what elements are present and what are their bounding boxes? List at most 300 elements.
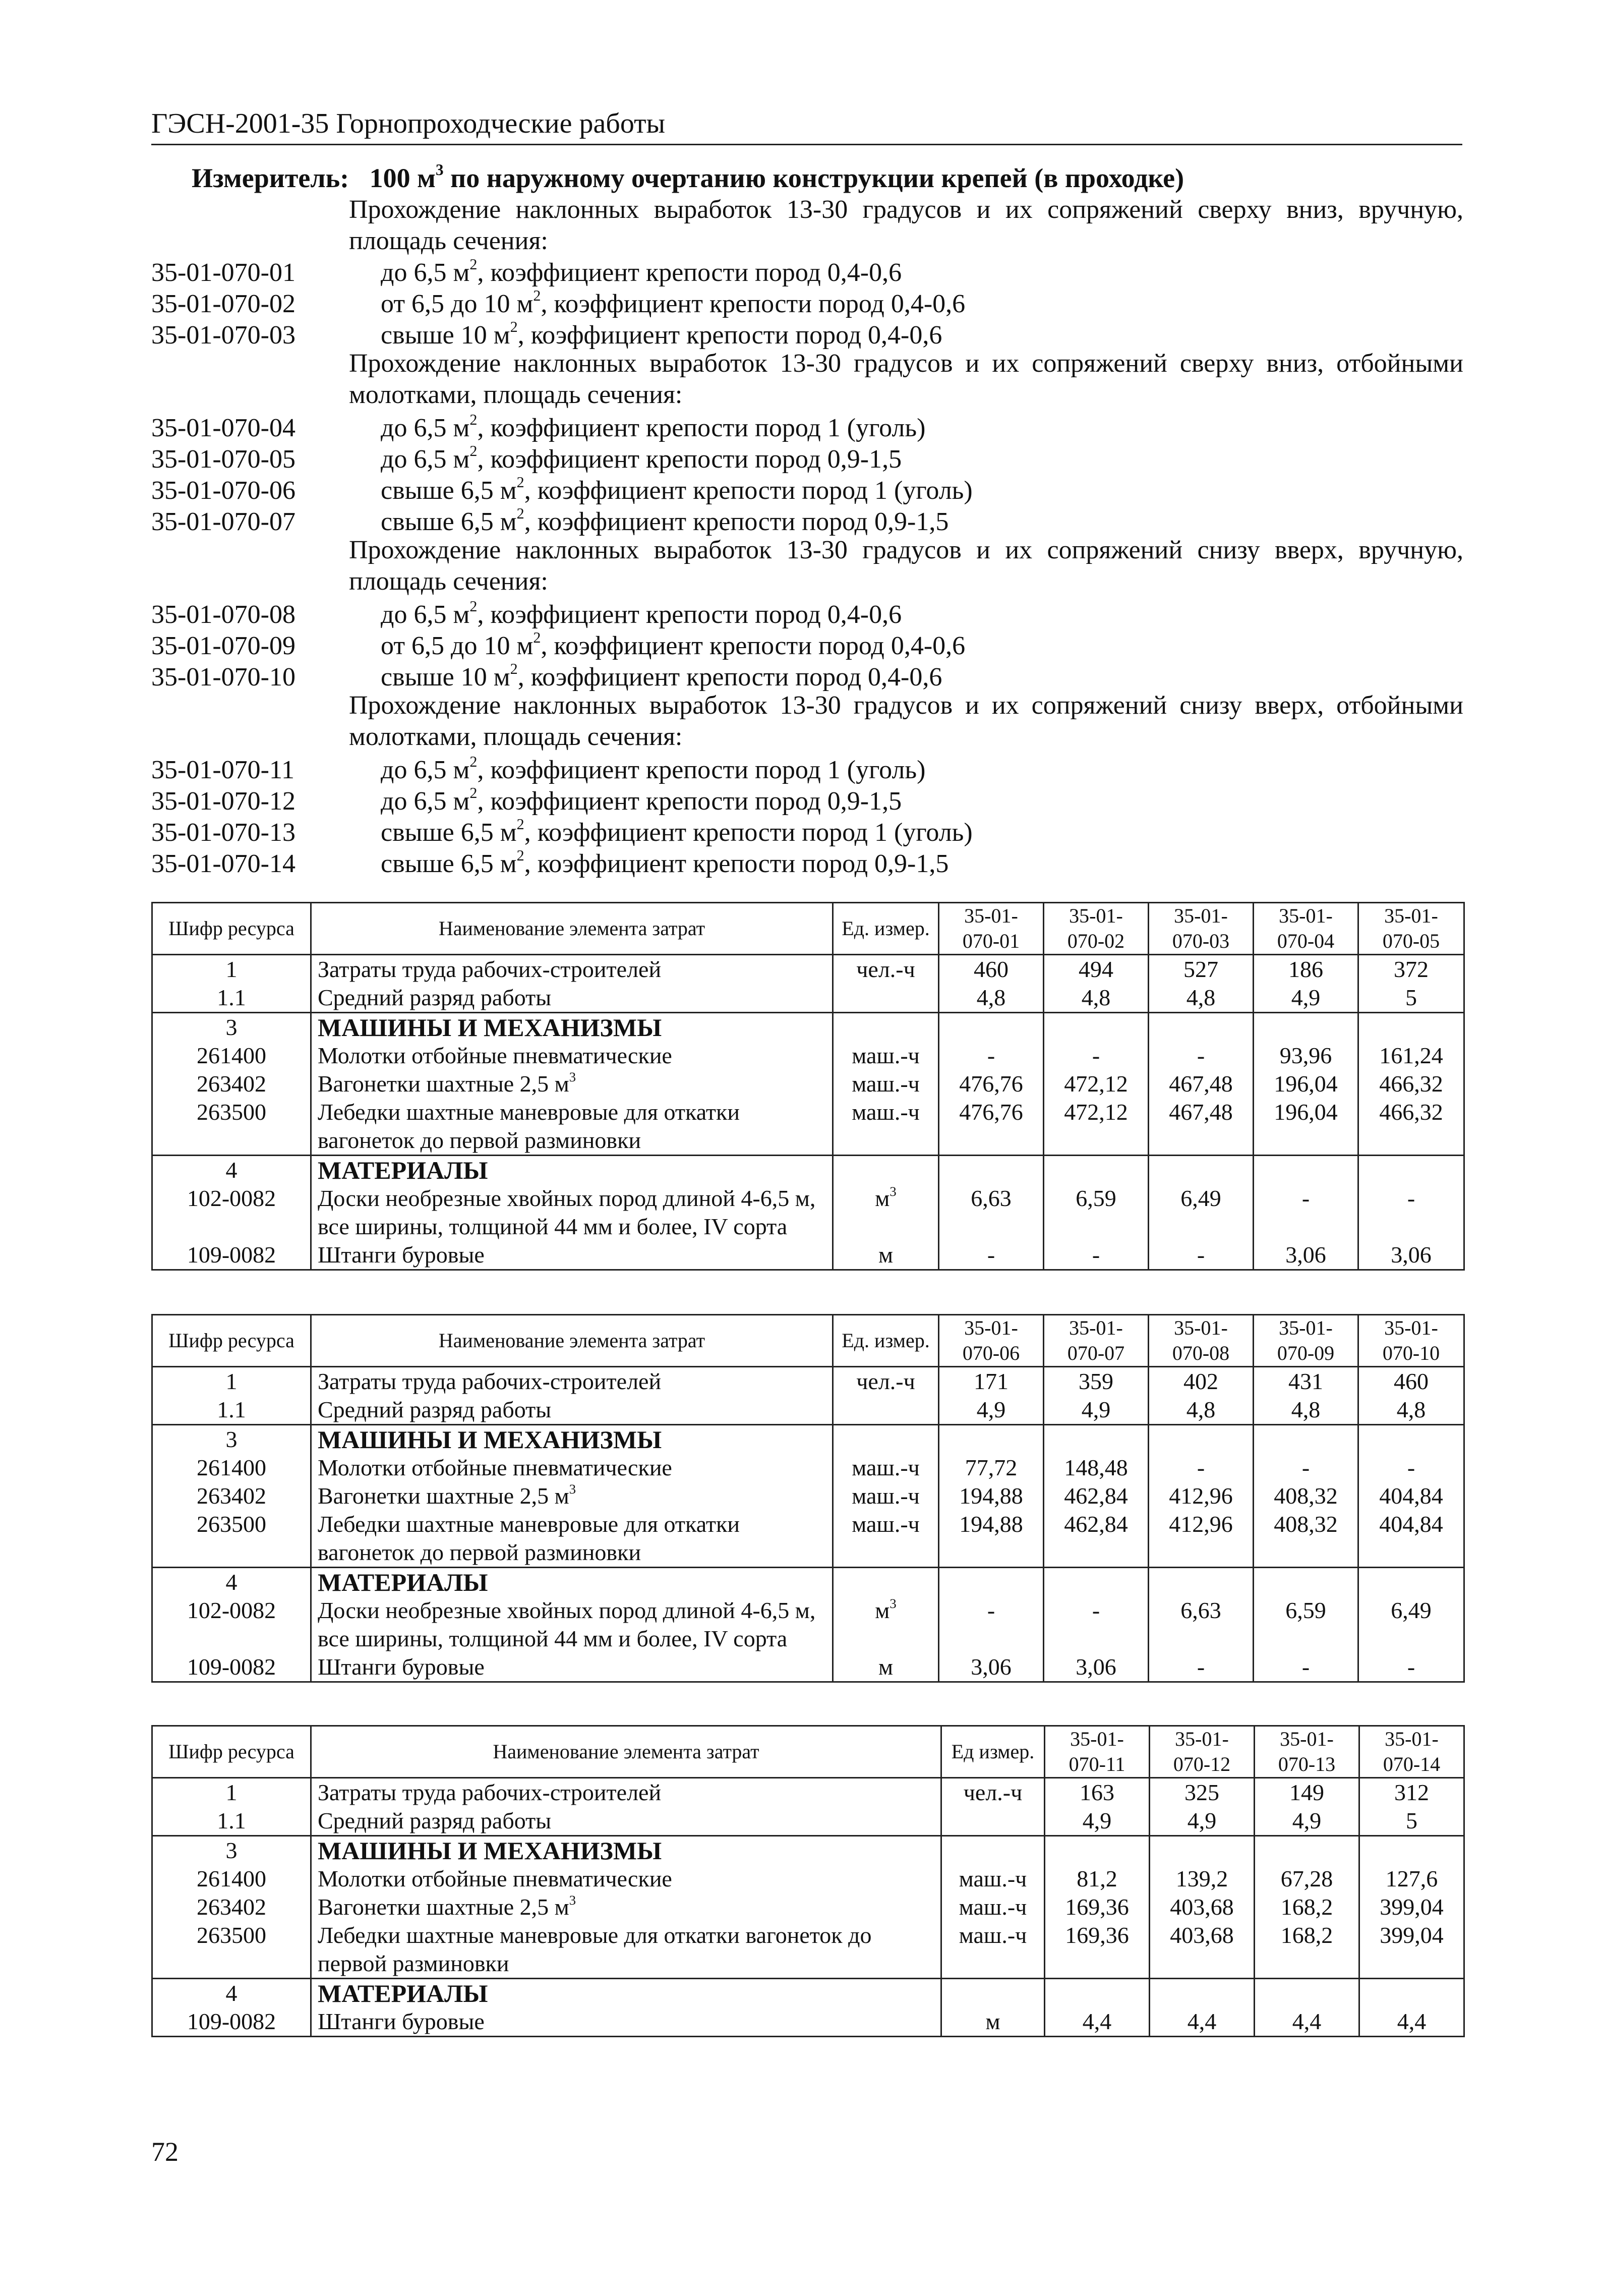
resource-value: 372 [1358, 955, 1464, 984]
norm-code-line: 35-01- [1384, 904, 1438, 927]
norm-code-line: 35-01- [1384, 1316, 1438, 1339]
header-norm-code [939, 903, 1044, 955]
work-code: 35-01-070-04 [151, 414, 295, 442]
resource-code: 1.1 [152, 1396, 311, 1425]
resource-name [311, 1184, 833, 1241]
resource-value: 168,2 [1255, 1921, 1359, 1979]
resource-value: 466,32 [1358, 1098, 1464, 1156]
resource-code: 263500 [152, 1510, 311, 1568]
resource-value: - [1149, 1454, 1254, 1482]
resource-value: - [939, 1042, 1044, 1070]
description-text: свыше 10 м [381, 321, 510, 350]
resource-value: 3,06 [939, 1653, 1044, 1682]
resource-name [311, 1013, 833, 1042]
resource-value: 4,9 [1254, 984, 1358, 1013]
resource-code: 261400 [152, 1865, 311, 1893]
superscript: 2 [510, 660, 518, 678]
resource-code: 263402 [152, 1070, 311, 1098]
header-unit: Ед измер. [941, 1726, 1045, 1778]
resource-name-text: Молотки отбойные пневматические [318, 1866, 672, 1891]
resource-value [1255, 1836, 1359, 1865]
group-title: Прохождение наклонных выработок 13-30 градусов и их сопряжений снизу вверх, отбойными молотками, площадь сечения: [349, 691, 1463, 751]
norm-code-line: 35-01- [1280, 1728, 1334, 1750]
resource-unit [941, 1865, 1045, 1893]
resource-unit-text: маш.-ч [852, 1099, 920, 1125]
resource-value: 161,24 [1358, 1042, 1464, 1070]
resource-value: 412,96 [1149, 1510, 1254, 1568]
resource-value: 194,88 [939, 1482, 1044, 1510]
work-description [381, 848, 948, 880]
resource-value: 412,96 [1149, 1482, 1254, 1510]
resource-unit [833, 1013, 939, 1042]
norm-code-line: 35-01- [1175, 1728, 1229, 1750]
resource-value: - [1254, 1454, 1358, 1482]
resource-name [311, 1836, 941, 1865]
resource-name [311, 1653, 833, 1682]
resource-value: 6,49 [1358, 1596, 1464, 1653]
superscript: 2 [469, 442, 478, 460]
resource-unit-text: маш.-ч [852, 1071, 920, 1097]
resource-value: 77,72 [939, 1454, 1044, 1482]
superscript: 2 [469, 256, 478, 273]
resource-value: 4,8 [1044, 984, 1149, 1013]
header-norm-code [1358, 903, 1464, 955]
resource-value: 466,32 [1358, 1070, 1464, 1098]
resource-name-text: Молотки отбойные пневматические [318, 1455, 672, 1480]
resource-code: 102-0082 [152, 1596, 311, 1653]
table-row [152, 1979, 1464, 2008]
resource-value: 472,12 [1044, 1098, 1149, 1156]
resource-value [1254, 1156, 1358, 1185]
work-code: 35-01-070-06 [151, 476, 295, 505]
resource-unit-text: м [875, 1597, 890, 1623]
header-name: Наименование элемента затрат [311, 1315, 833, 1367]
resource-name-text: Затраты труда рабочих-строителей [318, 1368, 662, 1394]
description-text: от 6,5 до 10 м [381, 290, 533, 318]
table-row [152, 1367, 1464, 1396]
work-code: 35-01-070-01 [151, 258, 295, 287]
work-code: 35-01-070-02 [151, 290, 295, 318]
norm-code-line: 35-01- [1069, 1316, 1123, 1339]
resource-value: 431 [1254, 1367, 1358, 1396]
norm-code-line: 070-04 [1277, 930, 1335, 952]
resource-name-text: Доски необрезные хвойных пород длиной 4-6,5 м, все ширины, толщиной 44 мм и более, IV сорта [318, 1597, 816, 1651]
table-row [152, 1807, 1464, 1836]
resource-value [939, 1425, 1044, 1454]
resource-value: 460 [1358, 1367, 1464, 1396]
resource-code: 263500 [152, 1098, 311, 1156]
resource-value: 325 [1150, 1778, 1255, 1807]
resource-unit [941, 1778, 1045, 1807]
resource-unit [833, 1482, 939, 1510]
resource-name-text: Лебедки шахтные маневровые для откатки вагонеток до первой разминовки [318, 1511, 740, 1565]
resource-value [939, 1156, 1044, 1185]
norm-code-line: 070-02 [1067, 930, 1125, 952]
resource-value: 467,48 [1149, 1098, 1254, 1156]
resource-unit [833, 1510, 939, 1568]
resource-code: 4 [152, 1156, 311, 1185]
resource-value: 186 [1254, 955, 1358, 984]
table-row [152, 955, 1464, 984]
description-text: , коэффициент крепости пород 1 (уголь) [524, 476, 973, 505]
resource-value: 4,4 [1150, 2007, 1255, 2037]
table-row [152, 1013, 1464, 1042]
resource-name-text: Штанги буровые [318, 2008, 485, 2034]
work-description [381, 755, 925, 786]
table-row [152, 1184, 1464, 1241]
resource-value [1358, 1156, 1464, 1185]
resource-unit [833, 1454, 939, 1482]
description-text: до 6,5 м [381, 756, 470, 784]
resource-value: 403,68 [1150, 1921, 1255, 1979]
header-norm-code [1255, 1726, 1359, 1778]
superscript: 2 [516, 505, 524, 523]
table-row [152, 1156, 1464, 1185]
table-row [152, 1425, 1464, 1454]
norm-code-line: 070-08 [1172, 1342, 1230, 1364]
resource-value: 4,9 [1044, 1396, 1149, 1425]
header-norm-code [1044, 1315, 1149, 1367]
superscript: 3 [889, 1183, 897, 1199]
resource-value: 127,6 [1359, 1865, 1464, 1893]
resource-name-text: МАШИНЫ И МЕХАНИЗМЫ [318, 1425, 662, 1454]
norm-code-line: 070-01 [962, 930, 1020, 952]
resource-table-1 [151, 902, 1465, 1271]
resource-value: 399,04 [1359, 1893, 1464, 1921]
resource-value: 169,36 [1045, 1893, 1150, 1921]
norm-code-line: 35-01- [1070, 1728, 1124, 1750]
resource-name-text: Вагонетки шахтные 2,5 м [318, 1483, 569, 1509]
resource-value [1254, 1425, 1358, 1454]
table-row [152, 1893, 1464, 1921]
resource-unit-text: маш.-ч [852, 1455, 920, 1480]
work-code: 35-01-070-10 [151, 663, 295, 692]
resource-name-text: Доски необрезные хвойных пород длиной 4-6,5 м, все ширины, толщиной 44 мм и более, IV сорта [318, 1185, 816, 1239]
resource-code: 3 [152, 1013, 311, 1042]
resource-name [311, 2007, 941, 2037]
page-number: 72 [151, 2137, 179, 2167]
resource-unit-text: маш.-ч [959, 1922, 1027, 1948]
unit-text-before: 100 м [369, 163, 436, 193]
header-unit: Ед. измер. [833, 903, 939, 955]
description-text: свыше 6,5 м [381, 849, 517, 878]
resource-value [1149, 1568, 1254, 1597]
norm-code-line: 070-10 [1382, 1342, 1440, 1364]
work-code: 35-01-070-07 [151, 507, 295, 536]
resource-unit-text: маш.-ч [959, 1894, 1027, 1920]
resource-name [311, 955, 833, 984]
norm-code-line: 35-01- [1279, 1316, 1333, 1339]
header-code: Шифр ресурса [152, 1726, 311, 1778]
resource-value: - [1358, 1653, 1464, 1682]
superscript: 3 [569, 1481, 576, 1497]
work-code: 35-01-070-08 [151, 600, 295, 629]
resource-unit-text: маш.-ч [852, 1043, 920, 1068]
resource-code: 263402 [152, 1893, 311, 1921]
resource-name [311, 1425, 833, 1454]
resource-name-text: МАТЕРИАЛЫ [318, 1979, 488, 2007]
resource-value [1254, 1568, 1358, 1597]
resource-name-text: Штанги буровые [318, 1242, 485, 1268]
header-norm-code [1358, 1315, 1464, 1367]
description-text: , коэффициент крепости пород 0,4-0,6 [541, 632, 966, 660]
resource-code: 263500 [152, 1921, 311, 1979]
resource-value [1045, 1979, 1150, 2008]
work-description [381, 475, 973, 506]
resource-value: 4,4 [1255, 2007, 1359, 2037]
resource-unit [833, 1568, 939, 1597]
resource-code: 109-0082 [152, 1653, 311, 1682]
resource-name [311, 1396, 833, 1425]
work-description [381, 413, 925, 444]
resource-name [311, 1921, 941, 1979]
resource-name-text: МАТЕРИАЛЫ [318, 1568, 488, 1596]
resource-name-text: Вагонетки шахтные 2,5 м [318, 1071, 569, 1097]
resource-value: - [939, 1596, 1044, 1653]
resource-name [311, 1568, 833, 1597]
table-row [152, 1865, 1464, 1893]
resource-value: 467,48 [1149, 1070, 1254, 1098]
norm-code-line: 35-01- [1174, 1316, 1228, 1339]
resource-value: 5 [1359, 1807, 1464, 1836]
resource-unit-text: чел.-ч [963, 1780, 1023, 1805]
resource-code: 3 [152, 1836, 311, 1865]
work-description [381, 599, 902, 630]
header-norm-code [1150, 1726, 1255, 1778]
description-text: свыше 6,5 м [381, 818, 517, 847]
resource-value [1359, 1979, 1464, 2008]
header-norm-code [1149, 1315, 1254, 1367]
resource-name [311, 1454, 833, 1482]
resource-name [311, 1596, 833, 1653]
resource-unit [941, 1893, 1045, 1921]
header-norm-code [1045, 1726, 1150, 1778]
resource-value: 4,8 [1149, 984, 1254, 1013]
superscript: 2 [516, 816, 524, 833]
header-row [152, 903, 1464, 955]
norm-code-line: 070-03 [1172, 930, 1230, 952]
norm-code-line: 35-01- [1069, 904, 1123, 927]
resource-code: 109-0082 [152, 2007, 311, 2037]
resource-value: 4,8 [939, 984, 1044, 1013]
resource-value: 408,32 [1254, 1482, 1358, 1510]
resource-value: - [939, 1241, 1044, 1270]
header-norm-code [1044, 903, 1149, 955]
description-text: , коэффициент крепости пород 0,4-0,6 [477, 258, 902, 287]
resource-value: 476,76 [939, 1070, 1044, 1098]
description-text: до 6,5 м [381, 445, 470, 474]
description-text: свыше 6,5 м [381, 507, 517, 536]
resource-name-text: Затраты труда рабочих-строителей [318, 956, 662, 982]
description-text: от 6,5 до 10 м [381, 632, 533, 660]
resource-value: 404,84 [1358, 1510, 1464, 1568]
resource-code: 1.1 [152, 1807, 311, 1836]
table-row [152, 984, 1464, 1013]
resource-value: 462,84 [1044, 1510, 1149, 1568]
resource-unit [833, 955, 939, 984]
resource-unit [833, 1042, 939, 1070]
resource-value [1149, 1425, 1254, 1454]
norm-code-line: 35-01- [964, 1316, 1018, 1339]
superscript: 2 [533, 287, 541, 305]
description-text: , коэффициент крепости пород 0,9-1,5 [524, 849, 949, 878]
resource-unit [833, 1425, 939, 1454]
resource-value [939, 1013, 1044, 1042]
resource-value: 4,4 [1359, 2007, 1464, 2037]
resource-value: - [1044, 1042, 1149, 1070]
description-text: до 6,5 м [381, 258, 470, 287]
resource-value: 4,9 [939, 1396, 1044, 1425]
resource-unit [833, 1241, 939, 1270]
header-norm-code [1359, 1726, 1464, 1778]
unit-label: Измеритель: [192, 163, 349, 193]
norm-code-line: 070-11 [1069, 1753, 1125, 1775]
description-text: , коэффициент крепости пород 1 (уголь) [477, 756, 926, 784]
description-text: свыше 6,5 м [381, 476, 517, 505]
resource-value: 6,63 [939, 1184, 1044, 1241]
norm-code-line: 070-14 [1383, 1753, 1441, 1775]
resource-name-text: Молотки отбойные пневматические [318, 1043, 672, 1068]
description-text: до 6,5 м [381, 787, 470, 816]
resource-value: 4,4 [1045, 2007, 1150, 2037]
norm-code-line: 070-06 [962, 1342, 1020, 1364]
resource-code: 1.1 [152, 984, 311, 1013]
table-row [152, 1241, 1464, 1270]
resource-value: 3,06 [1358, 1241, 1464, 1270]
work-description [381, 817, 973, 848]
resource-unit-text: чел.-ч [856, 956, 915, 982]
unit-line [192, 162, 1184, 194]
resource-value: 6,63 [1149, 1596, 1254, 1653]
resource-value [1044, 1013, 1149, 1042]
resource-unit-text: чел.-ч [856, 1368, 915, 1394]
unit-sup: 3 [435, 161, 444, 179]
resource-value: 81,2 [1045, 1865, 1150, 1893]
resource-value: 194,88 [939, 1510, 1044, 1568]
resource-value: 168,2 [1255, 1893, 1359, 1921]
work-code: 35-01-070-14 [151, 849, 295, 878]
table-row [152, 1568, 1464, 1597]
norm-code-line: 070-13 [1278, 1753, 1336, 1775]
work-description [381, 662, 942, 693]
norm-code-line: 070-05 [1382, 930, 1440, 952]
description-text: до 6,5 м [381, 600, 470, 629]
header-code: Шифр ресурса [152, 1315, 311, 1367]
table-row [152, 1836, 1464, 1865]
superscript: 2 [533, 629, 541, 647]
description-text: , коэффициент крепости пород 0,9-1,5 [477, 787, 902, 816]
resource-name [311, 1979, 941, 2008]
group-title: Прохождение наклонных выработок 13-30 градусов и их сопряжений снизу вверх, вручную, площадь сечения: [349, 536, 1463, 596]
resource-value: - [1254, 1653, 1358, 1682]
resource-name-text: Средний разряд работы [318, 1808, 552, 1833]
description-text: , коэффициент крепости пород 0,4-0,6 [477, 600, 902, 629]
resource-value: 4,8 [1358, 1396, 1464, 1425]
group-title: Прохождение наклонных выработок 13-30 градусов и их сопряжений сверху вниз, отбойными молотками, площадь сечения: [349, 349, 1463, 409]
header-norm-code [1254, 1315, 1358, 1367]
resource-name [311, 1367, 833, 1396]
resource-name-text: Средний разряд работы [318, 985, 552, 1010]
resource-value: - [1149, 1241, 1254, 1270]
resource-name-text: Штанги буровые [318, 1654, 485, 1680]
norm-code-line: 35-01- [1174, 904, 1228, 927]
resource-value: 4,9 [1045, 1807, 1150, 1836]
resource-name-text: Затраты труда рабочих-строителей [318, 1780, 662, 1805]
resource-value: 3,06 [1254, 1241, 1358, 1270]
description-text: , коэффициент крепости пород 0,4-0,6 [517, 321, 942, 350]
resource-value: - [1358, 1454, 1464, 1482]
resource-value [1254, 1013, 1358, 1042]
resource-code: 263402 [152, 1482, 311, 1510]
resource-value: 4,9 [1255, 1807, 1359, 1836]
resource-unit [833, 1653, 939, 1682]
resource-code: 4 [152, 1568, 311, 1597]
superscript: 2 [469, 411, 478, 429]
resource-value: 3,06 [1044, 1653, 1149, 1682]
resource-value [939, 1568, 1044, 1597]
resource-table-3 [151, 1725, 1465, 2037]
resource-table-2 [151, 1314, 1465, 1683]
header-norm-code [1149, 903, 1254, 955]
table-row [152, 1454, 1464, 1482]
resource-value: 163 [1045, 1778, 1150, 1807]
work-code: 35-01-070-09 [151, 632, 295, 660]
resource-code: 1 [152, 1367, 311, 1396]
resource-name [311, 1070, 833, 1098]
work-description [381, 257, 902, 289]
work-description [381, 506, 948, 538]
resource-value: - [1044, 1596, 1149, 1653]
description-text: до 6,5 м [381, 414, 470, 442]
resource-value [1044, 1568, 1149, 1597]
resource-name-text: Лебедки шахтные маневровые для откатки вагонеток до первой разминовки [318, 1099, 740, 1153]
resource-value: - [1149, 1042, 1254, 1070]
resource-value: 402 [1149, 1367, 1254, 1396]
header-row [152, 1726, 1464, 1778]
resource-unit-text: м [878, 1242, 894, 1268]
resource-name [311, 1156, 833, 1185]
resource-unit-text: м [985, 2008, 1000, 2034]
norm-code-line: 070-09 [1277, 1342, 1335, 1364]
resource-name [311, 1893, 941, 1921]
resource-unit [941, 2007, 1045, 2037]
resource-value: 312 [1359, 1778, 1464, 1807]
description-text: , коэффициент крепости пород 1 (уголь) [524, 818, 973, 847]
resource-code: 109-0082 [152, 1241, 311, 1270]
description-text: , коэффициент крепости пород 0,9-1,5 [477, 445, 902, 474]
resource-unit [833, 1596, 939, 1653]
work-description [381, 320, 942, 351]
resource-value [1255, 1979, 1359, 2008]
resource-name [311, 984, 833, 1013]
norm-code-line: 35-01- [1385, 1728, 1439, 1750]
work-code: 35-01-070-13 [151, 818, 295, 847]
resource-value: 93,96 [1254, 1042, 1358, 1070]
resource-unit [833, 1070, 939, 1098]
resource-value: 399,04 [1359, 1921, 1464, 1979]
resource-name-text: Вагонетки шахтные 2,5 м [318, 1894, 569, 1920]
resource-code: 4 [152, 1979, 311, 2008]
table-row [152, 1098, 1464, 1156]
resource-name [311, 1510, 833, 1568]
superscript: 2 [469, 784, 478, 802]
superscript: 3 [889, 1595, 897, 1611]
norm-code-line: 070-12 [1173, 1753, 1231, 1775]
resource-name-text: Средний разряд работы [318, 1397, 552, 1422]
resource-code: 261400 [152, 1042, 311, 1070]
resource-name-text: МАШИНЫ И МЕХАНИЗМЫ [318, 1836, 662, 1865]
resource-value: 476,76 [939, 1098, 1044, 1156]
